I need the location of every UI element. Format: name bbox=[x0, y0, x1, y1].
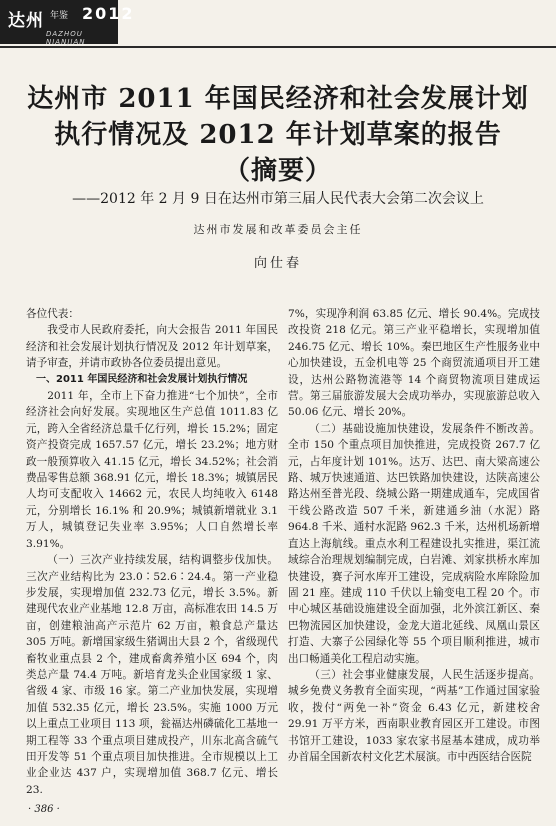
paragraph: 7%，实现净利润 63.85 亿元、增长 90.4%。完成技改投资 218 亿元。第三产业平稳增长，实现增加值 246.75 亿元、增长 10%。秦巴地区生产性服务业中心加快建设，五金机电等 25 个商贸流通项目开工建设，达州公路物流港等 14 个商贸物流项目建成运营。第三届旅游发展大会成功举办，实现旅游总收入 50.06 亿元、增长 20%。 bbox=[288, 308, 540, 419]
yearbook-banner bbox=[0, 0, 135, 46]
title-line-3: （摘要） bbox=[223, 156, 332, 186]
banner-english: DAZHOU NIANJIAN bbox=[46, 30, 86, 46]
paragraph: 我受市人民政府委托，向大会报告 2011 年国民经济和社会发展计划执行情况及 2012 年计划草案，请予审查，并请市政协各位委员提出意见。 bbox=[26, 324, 278, 370]
banner-year: 2012 bbox=[82, 4, 135, 23]
paragraph: （一）三次产业持续发展，结构调整步伐加快。三次产业结构比为 23.0∶52.6∶24.4。第一产业稳步发展，实现增加值 232.73 亿元，增长 3.5%。新建现代农业产业基地 12.8 万亩，高标准农田 14.5 万亩，创建粮油高产示范片 62 万亩，粮食总产量达 305 万吨。新增国家级生猪调出大县 2 个，省级现代畜牧业重点县 2 个，建成畜禽养殖小区 694 个，肉类总产量 74.4 万吨。新培育龙头企业国家级 1 家、省级 4 家、市级 16 家。第二产业加快发展，实现增加值 532.35 亿元，增长 23.5%。实施 1000 万元以上重点工业项目 113 项，瓮福达州磷硫化工基地一期工程等 33 个重点项目建成投产，川东北高含硫气田开发等 51 个重点项目加快推进。全市规模以上工业企业达 437 户，实现增加值 368.7 亿元、增长 23. bbox=[26, 554, 278, 796]
subtitle: ——2012 年 2 月 9 日在达州市第三届人民代表大会第二次会议上 bbox=[72, 191, 484, 207]
paragraph: （二）基础设施加快建设，发展条件不断改善。全市 150 个重点项目加快推进，完成投资 267.7 亿元，占年度计划 101%。达万、达巴、南大梁高速公路、城万快速通道、达巴铁路加快建设，达陕高速公路达州至普光段、绕城公路一期建成通车，完成国省干线公路改造 507 千米，新建通乡油（水泥）路 964.8 千米、通村水泥路 962.3 千米，达州机场新增直达上海航线。重点水利工程建设扎实推进，渠江流域综合治理规划编制完成，白岩滩、刘家拱桥水库加快建设，赛子河水库开工建设，完成病险水库除险加固 21 座。建成 110 千伏以上输变电工程 20 个。市中心城区基础设施建设全面加强，北外滨江新区、秦巴物流园区加快建设，金龙大道北延线、凤凰山景区打造、大寨子公园绿化等 55 个项目顺利推进，城市出口畅通美化工程启动实施。 bbox=[288, 422, 540, 665]
page-number: · 386 · bbox=[28, 804, 60, 815]
title-line-2: 执行情况及 2012 年计划草案的报告 bbox=[54, 120, 502, 150]
section-heading: 一、2011 年国民经济和社会发展计划执行情况 bbox=[36, 373, 248, 385]
paragraph: （三）社会事业健康发展，人民生活逐步提高。城乡免费义务教育全面实现，“两基”工作通过国家验收，拨付“两免一补”资金 6.43 亿元，新建校舍 29.91 万平方米，西南职业教育园区开工建设。市图书馆开工建设，1033 家农家书屋基本建成，成功举办首届全国新农村文化艺术展演。市中西医结合医院 bbox=[288, 668, 540, 763]
title-line-1: 达州市 2011 年国民经济和社会发展计划 bbox=[27, 84, 529, 114]
left-column bbox=[26, 306, 278, 798]
paragraph: 2011 年，全市上下奋力推进“七个加快”，全市经济社会向好发展。实现地区生产总值 1011.83 亿元，跨入全省经济总量千亿行列，增长 15.2%；固定资产投资完成 1657.57 亿元，增长 23.2%；地方财政一般预算收入 41.15 亿元，增长 34.52%；社会消费品零售总额 368.91 亿元，增长 18.3%；城镇居民人均可支配收入 14662 元，农民人均纯收入 6148 元，分别增长 16.1% 和 20.9%；城镇新增就业 3.1 万人，城镇登记失业率 3.95%；人口自然增长率 3.91%。 bbox=[26, 390, 278, 550]
author-organization: 达州市发展和改革委员会主任 bbox=[193, 223, 363, 236]
salutation: 各位代表： bbox=[26, 308, 79, 320]
banner-year-label: 年鉴 bbox=[50, 11, 69, 21]
author-name: 向仕春 bbox=[253, 256, 302, 271]
page-header bbox=[0, 0, 556, 52]
banner-title: 达州 bbox=[8, 11, 44, 31]
header-rule bbox=[0, 46, 556, 48]
right-column bbox=[288, 306, 540, 765]
